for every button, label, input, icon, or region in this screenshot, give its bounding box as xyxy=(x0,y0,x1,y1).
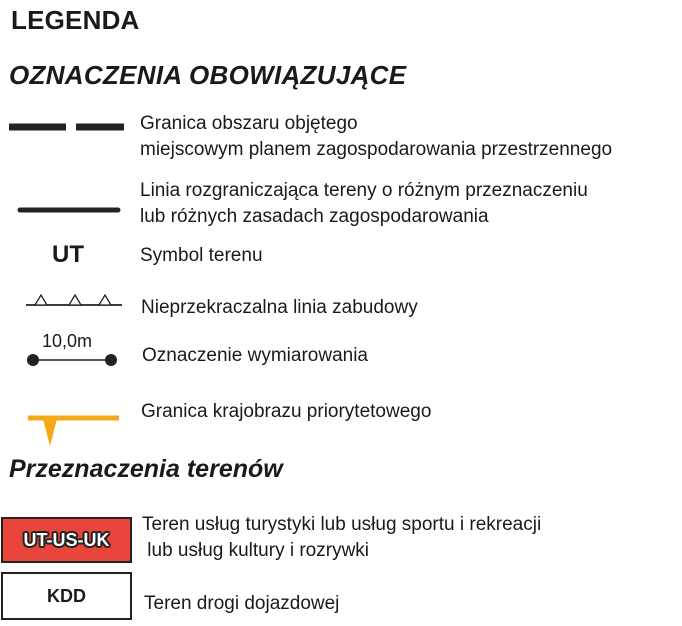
area-symbol-sample: UT xyxy=(52,241,84,268)
designation-road-label: Teren drogi dojazdowej xyxy=(144,593,340,614)
designation-swatch-tourism: UT-US-UK xyxy=(1,517,132,563)
plan-boundary-label-line2: miejscowym planem zagospodarowania przestrzennego xyxy=(140,139,613,160)
dimension-symbol xyxy=(27,354,117,366)
designation-swatch-road: KDD xyxy=(1,572,132,620)
landscape-boundary-label: Granica krajobrazu priorytetowego xyxy=(141,401,432,422)
dimension-value: 10,0m xyxy=(42,331,93,351)
section-heading-binding: OZNACZENIA OBOWIĄZUJĄCE xyxy=(9,60,407,90)
building-line-label: Nieprzekraczalna linia zabudowy xyxy=(141,297,418,318)
plan-boundary-label-line1: Granica obszaru objętego xyxy=(140,113,358,134)
legend-title: LEGENDA xyxy=(11,5,140,35)
landscape-boundary-symbol xyxy=(28,418,119,446)
dimension-label: Oznaczenie wymiarowania xyxy=(142,345,368,366)
designation-tourism-line1: Teren usług turystyki lub usług sportu i rekreacji xyxy=(142,514,542,535)
area-symbol-label: Symbol terenu xyxy=(140,245,263,266)
dividing-line-label-line2: lub różnych zasadach zagospodarowania xyxy=(140,206,489,227)
section-heading-designations: Przeznaczenia terenów xyxy=(9,455,283,483)
building-line-symbol xyxy=(26,295,122,305)
designation-tourism-line2: lub usług kultury i rozrywki xyxy=(142,540,370,561)
dividing-line-label-line1: Linia rozgraniczająca tereny o różnym przeznaczeniu xyxy=(140,180,588,201)
